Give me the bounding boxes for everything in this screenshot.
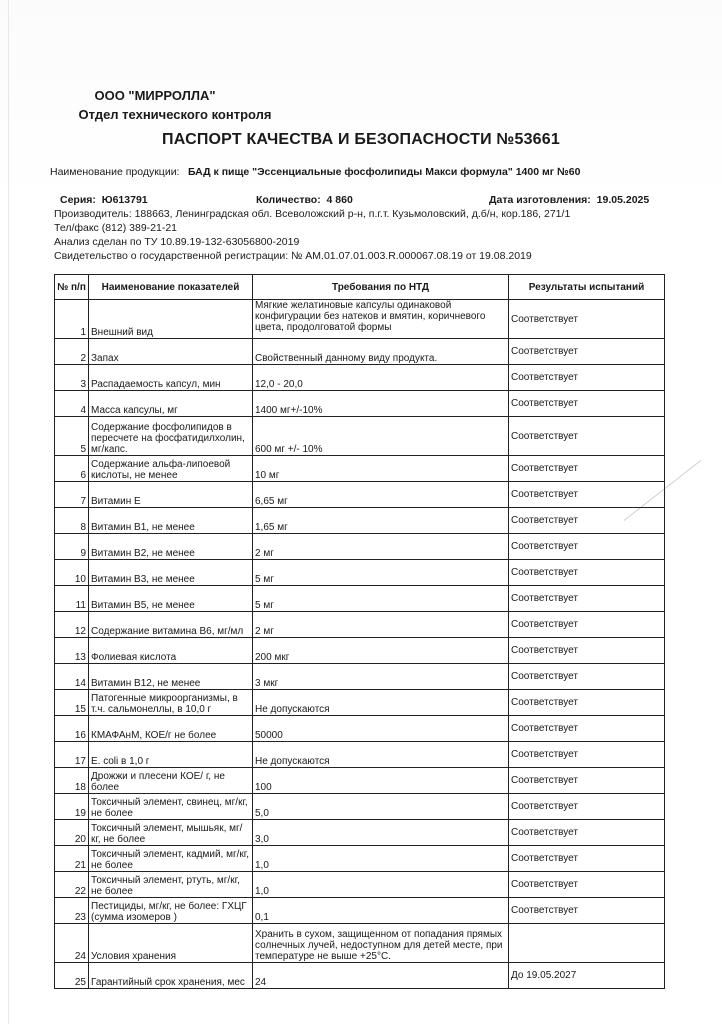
row-number: 15 (55, 690, 89, 716)
table-row (55, 924, 665, 963)
row-result: Соответствует (509, 586, 665, 612)
row-result: Соответствует (509, 794, 665, 820)
table-row (55, 365, 665, 391)
row-name: Запах (89, 339, 253, 365)
row-requirement: 6,65 мг (253, 482, 509, 508)
organization-department: Отдел технического контроля (78, 107, 272, 122)
row-name: Токсичный элемент, кадмий, мг/кг, не более (89, 846, 253, 872)
phone-line: Тел/факс (812) 389-21-21 (54, 222, 178, 234)
row-number: 9 (55, 534, 89, 560)
row-name: Витамин Е (89, 482, 253, 508)
row-requirement: 200 мкг (253, 638, 509, 664)
series-value: Ю613791 (101, 194, 148, 206)
row-result: Соответствует (509, 456, 665, 482)
row-requirement: 12,0 - 20,0 (253, 365, 509, 391)
row-number: 14 (55, 664, 89, 690)
analysis-line: Анализ сделан по ТУ 10.89.19-132-63056800-2019 (54, 236, 300, 248)
row-requirement: 1,0 (253, 872, 509, 898)
table-row (55, 768, 665, 794)
table-row (55, 846, 665, 872)
row-requirement: Не допускаются (253, 742, 509, 768)
row-name: КМАФАнМ, КОЕ/г не более (89, 716, 253, 742)
table-row (55, 716, 665, 742)
table-row (55, 963, 665, 989)
table-body (55, 300, 665, 989)
row-name: Токсичный элемент, мышьяк, мг/кг, не более (89, 820, 253, 846)
row-requirement: 1,0 (253, 846, 509, 872)
row-name: Токсичный элемент, свинец, мг/кг, не более (89, 794, 253, 820)
row-number: 20 (55, 820, 89, 846)
row-number: 2 (55, 339, 89, 365)
row-requirement: 100 (253, 768, 509, 794)
table-row (55, 664, 665, 690)
table-row (55, 391, 665, 417)
quantity-field (256, 194, 353, 206)
table-row (55, 482, 665, 508)
row-number: 22 (55, 872, 89, 898)
row-requirement: 0,1 (253, 898, 509, 924)
row-name: Витамин В3, не менее (89, 560, 253, 586)
product-label: Наименование продукции: (50, 166, 180, 178)
row-number: 12 (55, 612, 89, 638)
table-row (55, 456, 665, 482)
organization-name: ООО "МИРРОЛЛА" (94, 88, 216, 103)
table-row (55, 794, 665, 820)
row-result: Соответствует (509, 846, 665, 872)
row-name: Токсичный элемент, ртуть, мг/кг, не более (89, 872, 253, 898)
row-name: Гарантийный срок хранения, мес (89, 963, 253, 989)
row-number: 1 (55, 300, 89, 339)
table-row (55, 742, 665, 768)
row-number: 8 (55, 508, 89, 534)
row-requirement: Не допускаются (253, 690, 509, 716)
row-result: Соответствует (509, 339, 665, 365)
row-result: Соответствует (509, 482, 665, 508)
row-number: 19 (55, 794, 89, 820)
row-name: Пестициды, мг/кг, не более: ГХЦГ (сумма изомеров ) (89, 898, 253, 924)
row-result: Соответствует (509, 716, 665, 742)
row-name: Витамин В2, не менее (89, 534, 253, 560)
row-number: 7 (55, 482, 89, 508)
row-number: 23 (55, 898, 89, 924)
row-name: Содержание альфа-липоевой кислоты, не менее (89, 456, 253, 482)
series-label: Серия: (60, 194, 96, 206)
header-name: Наименование показателей (89, 275, 253, 300)
quality-table (54, 274, 665, 989)
row-requirement: 2 мг (253, 534, 509, 560)
document-title: ПАСПОРТ КАЧЕСТВА И БЕЗОПАСНОСТИ №53661 (162, 131, 560, 148)
row-result: Соответствует (509, 417, 665, 456)
row-result: Соответствует (509, 742, 665, 768)
row-result: До 19.05.2027 (509, 963, 665, 989)
quantity-label: Количество: (256, 194, 321, 206)
row-number: 18 (55, 768, 89, 794)
table-row (55, 339, 665, 365)
certificate-line: Свидетельство о государственной регистрации: № AM.01.07.01.003.R.000067.08.19 от 19.08.2019 (54, 250, 532, 262)
row-name: E. coli в 1,0 г (89, 742, 253, 768)
row-requirement: 1,65 мг (253, 508, 509, 534)
row-result: Соответствует (509, 560, 665, 586)
row-result (509, 924, 665, 963)
row-result: Соответствует (509, 365, 665, 391)
row-number: 24 (55, 924, 89, 963)
table-row (55, 690, 665, 716)
row-requirement: 3 мкг (253, 664, 509, 690)
table-row (55, 612, 665, 638)
row-number: 13 (55, 638, 89, 664)
table-header-row (55, 275, 665, 300)
row-requirement: Мягкие желатиновые капсулы одинаковой конфигурации без натеков и вмятин, коричневого цвета, продолговатой формы (253, 300, 509, 339)
producer-line: Производитель: 188663, Ленинградская обл. Всеволожский р-н, п.г.т. Кузьмоловский, д.б/н, кор.186, 271/1 (54, 208, 571, 220)
row-name: Содержание фосфолипидов в пересчете на фосфатидилхолин, мг/капс. (89, 417, 253, 456)
table-row (55, 872, 665, 898)
table-row (55, 417, 665, 456)
row-requirement: 24 (253, 963, 509, 989)
row-name: Витамин В12, не менее (89, 664, 253, 690)
row-result: Соответствует (509, 690, 665, 716)
row-number: 4 (55, 391, 89, 417)
row-number: 11 (55, 586, 89, 612)
row-requirement: 2 мг (253, 612, 509, 638)
row-result: Соответствует (509, 820, 665, 846)
row-name: Масса капсулы, мг (89, 391, 253, 417)
manufacture-date-field (489, 194, 649, 206)
row-number: 5 (55, 417, 89, 456)
row-requirement: 1400 мг+/-10% (253, 391, 509, 417)
table-row (55, 898, 665, 924)
header-results: Результаты испытаний (509, 275, 665, 300)
row-result: Соответствует (509, 664, 665, 690)
row-name: Витамин В5, не менее (89, 586, 253, 612)
row-number: 16 (55, 716, 89, 742)
row-result: Соответствует (509, 898, 665, 924)
row-result: Соответствует (509, 612, 665, 638)
table-row (55, 586, 665, 612)
row-result: Соответствует (509, 508, 665, 534)
row-requirement: 600 мг +/- 10% (253, 417, 509, 456)
row-name: Дрожжи и плесени КОЕ/ г, не более (89, 768, 253, 794)
row-number: 3 (55, 365, 89, 391)
row-name: Содержание витамина В6, мг/мл (89, 612, 253, 638)
row-result: Соответствует (509, 638, 665, 664)
table-row (55, 560, 665, 586)
manufacture-date-label: Дата изготовления: (489, 194, 591, 206)
scan-edge-line (8, 0, 9, 1024)
row-requirement: 3,0 (253, 820, 509, 846)
row-requirement: Свойственный данному виду продукта. (253, 339, 509, 365)
row-number: 10 (55, 560, 89, 586)
table-row (55, 820, 665, 846)
table-row (55, 508, 665, 534)
row-result: Соответствует (509, 768, 665, 794)
row-number: 25 (55, 963, 89, 989)
table-row (55, 534, 665, 560)
row-name: Патогенные микроорганизмы, в т.ч. сальмонеллы, в 10,0 г (89, 690, 253, 716)
row-result: Соответствует (509, 872, 665, 898)
row-result: Соответствует (509, 391, 665, 417)
row-name: Витамин В1, не менее (89, 508, 253, 534)
row-number: 21 (55, 846, 89, 872)
row-number: 17 (55, 742, 89, 768)
quantity-value: 4 860 (326, 194, 353, 206)
row-requirement: 5 мг (253, 560, 509, 586)
row-requirement: 5 мг (253, 586, 509, 612)
table-row (55, 300, 665, 339)
row-name: Фолиевая кислота (89, 638, 253, 664)
row-requirement: 5,0 (253, 794, 509, 820)
row-result: Соответствует (509, 534, 665, 560)
row-requirement: Хранить в сухом, защищенном от попадания прямых солнечных лучей, недоступном для детей месте, при температуре не выше +25°С. (253, 924, 509, 963)
row-result: Соответствует (509, 300, 665, 339)
row-name: Условия хранения (89, 924, 253, 963)
product-value: БАД к пище "Эссенциальные фосфолипиды Макси формула" 1400 мг №60 (188, 166, 581, 178)
header-requirements: Требования по НТД (253, 275, 509, 300)
row-number: 6 (55, 456, 89, 482)
row-name: Распадаемость капсул, мин (89, 365, 253, 391)
manufacture-date-value: 19.05.2025 (596, 194, 650, 206)
row-requirement: 50000 (253, 716, 509, 742)
row-requirement: 10 мг (253, 456, 509, 482)
header-num: № п/п (55, 275, 89, 300)
series-field (60, 194, 148, 206)
table-row (55, 638, 665, 664)
row-name: Внешний вид (89, 300, 253, 339)
